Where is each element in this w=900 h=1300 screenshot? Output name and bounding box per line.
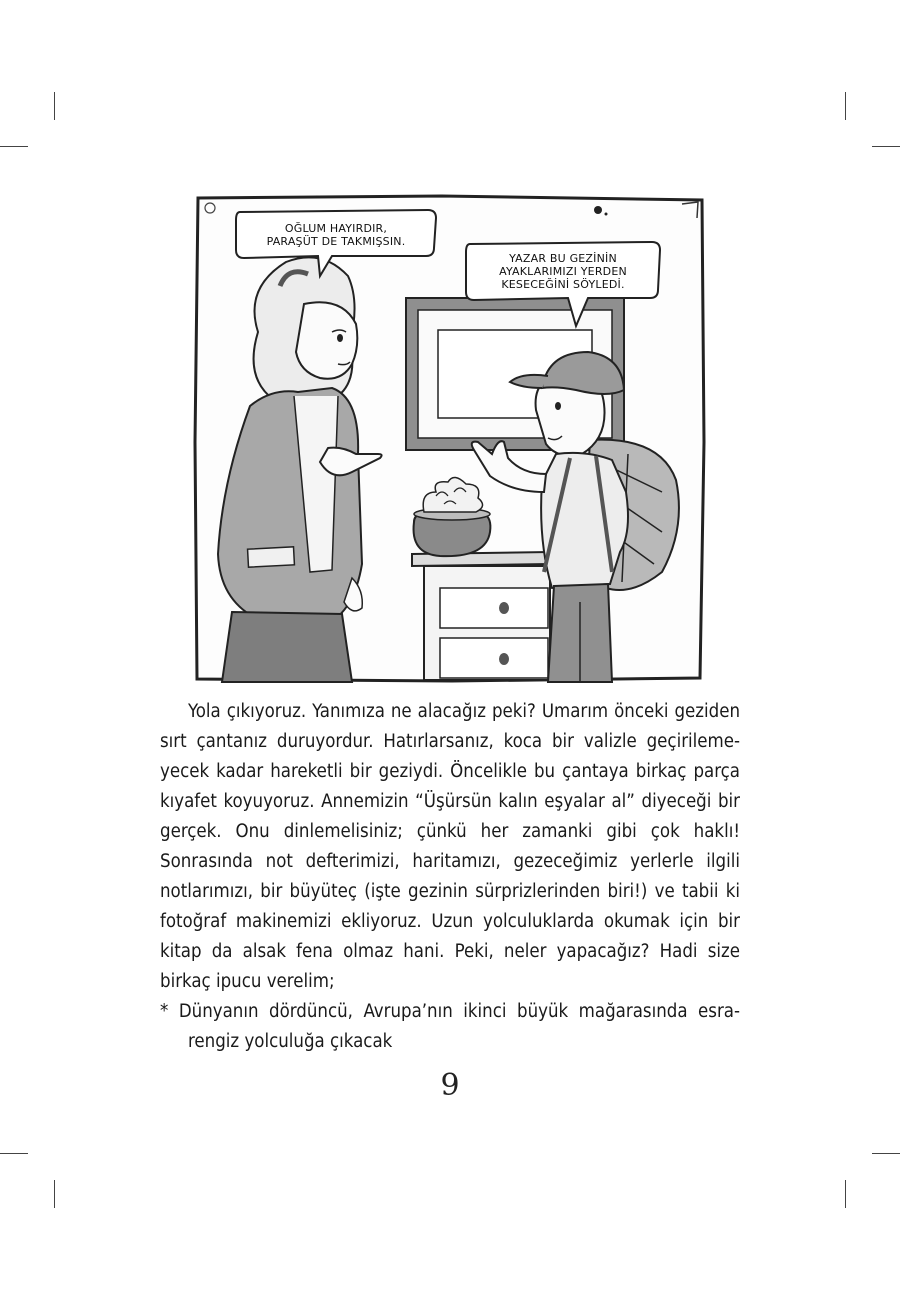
body-text — [160, 697, 740, 1057]
crop-mark-bottom-left-v — [54, 1180, 55, 1208]
crop-mark-top-right-h — [872, 146, 900, 147]
crop-mark-bottom-right-h — [872, 1153, 900, 1154]
speech-bubble-boy-line: AYAKLARIMIZI YERDEN — [499, 265, 627, 278]
crop-mark-bottom-left-h — [0, 1153, 28, 1154]
speech-bubble-mother — [236, 222, 436, 248]
cartoon-illustration — [192, 192, 708, 684]
speech-bubble-boy-line: KESECEĞİNİ SÖYLEDİ. — [501, 278, 625, 291]
speech-bubble-mother-line: OĞLUM HAYIRDIR, — [284, 222, 388, 235]
crop-mark-top-left-v — [54, 92, 55, 120]
page-number: 9 — [440, 1068, 460, 1103]
body-paragraph: Yola çıkıyoruz. Yanımıza ne alacağız peki? Umarım önceki geziden sırt çantanız duruyordur. Hatırlarsanız, koca bir valizle geçirileme-yecek kadar hareketli bir geziydi. Öncelikle bu çantaya birkaç parça kıyafet koyuyoruz. Annemizin “Üşürsün kalın eşyalar al” diyeceği bir gerçek. Onu dinlemelisiniz; çünkü her zamanki gibi çok haklı! Sonrasında not defterimizi, haritamızı, gezeceğimiz yerlerle ilgili notlarımızı, bir büyüteç (işte gezinin sürprizlerinden biri!) ve tabii ki fotoğraf makinemizi ekliyoruz. Uzun yolculuklarda okumak için bir kitap da alsak fena olmaz hani. Peki, neler yapacağız? Hadi size birkaç ipucu verelim; — [160, 701, 740, 992]
speech-bubble-mother-line: PARAŞÜT DE TAKMIŞSIN. — [266, 235, 406, 248]
crop-mark-top-right-v — [845, 92, 846, 120]
crop-mark-bottom-right-v — [845, 1180, 846, 1208]
speech-bubble-boy-line: YAZAR BU GEZİNİN — [509, 252, 617, 265]
bullet-item: * Dünyanın dördüncü, Avrupa’nın ikinci büyük mağarasında esra-rengiz yolculuğa çıkacak — [160, 1001, 740, 1052]
crop-mark-top-left-h — [0, 146, 28, 147]
speech-bubble-boy — [466, 252, 660, 291]
